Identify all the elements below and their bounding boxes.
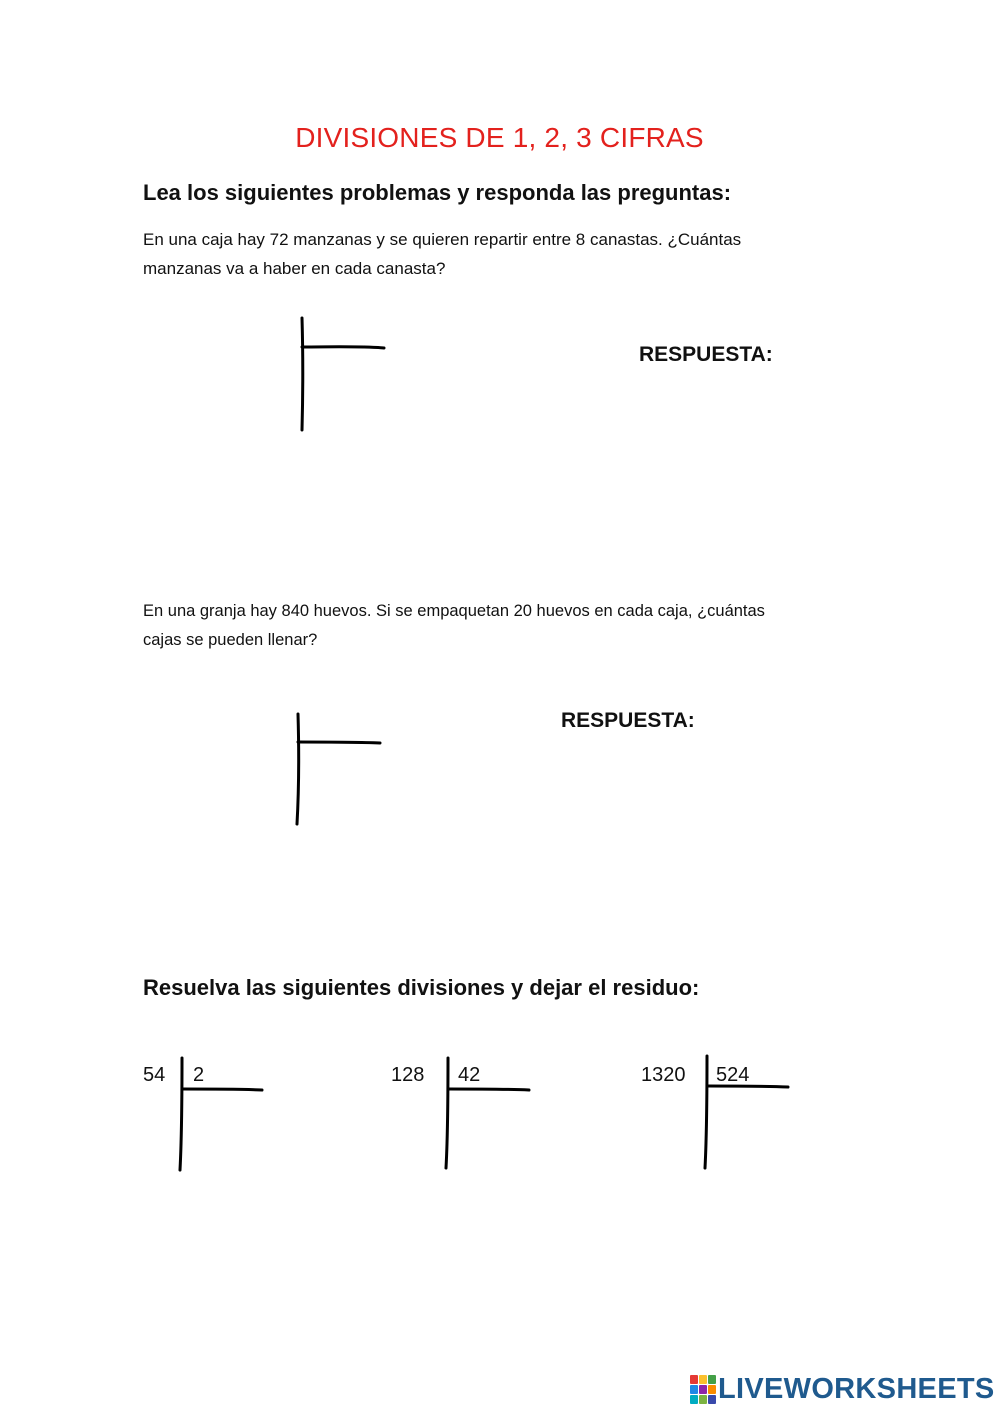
section-heading-divisions: Resuelva las siguientes divisiones y dejar el residuo:: [143, 975, 700, 1000]
logo-square: [690, 1395, 698, 1404]
logo-square: [708, 1375, 716, 1384]
division-2-dividend: 128: [391, 1064, 425, 1086]
logo-square: [690, 1385, 698, 1394]
problem-2-line-1: En una granja hay 840 huevos. Si se empaquetan 20 huevos en cada caja, ¿cuántas: [143, 602, 765, 620]
logo-square: [699, 1395, 707, 1404]
logo-square: [699, 1385, 707, 1394]
division-1-divisor: 2: [193, 1064, 205, 1086]
problem-1-text: [143, 225, 741, 283]
problem-1-line-2: manzanas va a haber en cada canasta?: [143, 259, 446, 278]
division-bracket-3: [695, 1050, 805, 1175]
division-bracket-2: [436, 1052, 546, 1177]
division-bracket-1: [170, 1052, 280, 1177]
logo-square: [708, 1385, 716, 1394]
answer-field-problem-1[interactable]: [790, 343, 870, 371]
division-2-divisor: 42: [458, 1064, 481, 1086]
answer-label-problem-1: RESPUESTA:: [639, 343, 773, 366]
answer-field-problem-2[interactable]: [710, 709, 790, 737]
division-bracket-problem-1: [290, 312, 400, 437]
logo-square: [699, 1375, 707, 1384]
division-3-divisor: 524: [716, 1064, 750, 1086]
answer-label-problem-2: RESPUESTA:: [561, 709, 695, 732]
problem-1-line-1: En una caja hay 72 manzanas y se quieren repartir entre 8 canastas. ¿Cuántas: [143, 230, 742, 249]
logo-square: [690, 1375, 698, 1384]
section-heading-problems: Lea los siguientes problemas y responda las preguntas:: [143, 180, 732, 205]
liveworksheets-wordmark: LIVEWORKSHEETS: [718, 1372, 995, 1405]
division-3-dividend: 1320: [641, 1064, 686, 1086]
page-title: DIVISIONES DE 1, 2, 3 CIFRAS: [295, 122, 704, 153]
division-bracket-problem-2: [286, 708, 396, 833]
liveworksheets-logo[interactable]: [690, 1372, 995, 1406]
logo-square: [708, 1395, 716, 1404]
problem-2-text: [143, 597, 765, 655]
division-1-dividend: 54: [143, 1064, 166, 1086]
problem-2-line-2: cajas se pueden llenar?: [143, 631, 318, 649]
liveworksheets-icon: [690, 1375, 716, 1403]
